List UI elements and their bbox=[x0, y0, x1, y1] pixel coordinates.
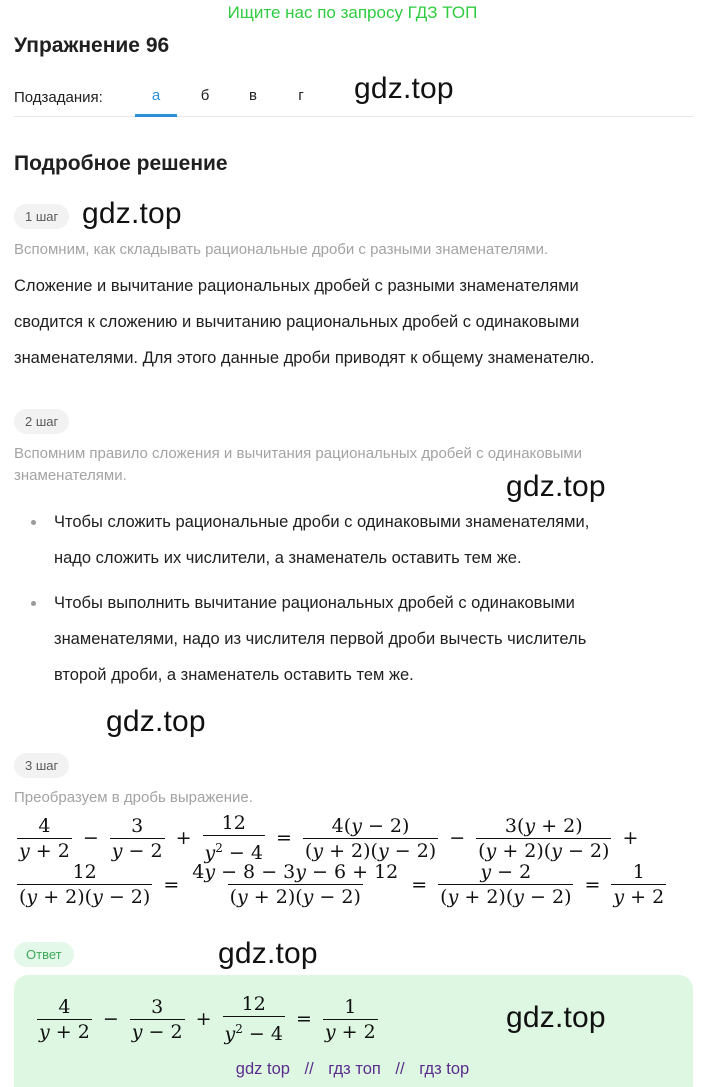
fraction: $\frac{1}{y + 2}$ bbox=[324, 995, 376, 1043]
bullet-line: знаменателями, надо из числителя первой дроби вычесть числитель bbox=[54, 630, 587, 648]
watermark: gdz.top bbox=[354, 72, 454, 105]
bullet-item bbox=[54, 504, 684, 576]
answer-badge: Ответ bbox=[14, 942, 74, 967]
footer-links bbox=[0, 1060, 705, 1079]
fraction: $\frac{3}{y - 2}$ bbox=[111, 814, 163, 862]
step-badge-1: 1 шаг bbox=[14, 204, 69, 229]
fraction: $\frac{1}{y + 2}$ bbox=[613, 861, 665, 908]
footer-link[interactable]: gdz top bbox=[235, 1060, 290, 1078]
solution-formula-line-1: $\frac{4}{y + 2}$ − $\frac{3}{y - 2}$ + $\frac{12}{y^2 - 4}$ = $\frac{4(y - 2)}{(y + 2)(y - 2)}$ − $\frac{3(y + 2)}{(y + 2)(y - 2)}$ + bbox=[19, 812, 639, 864]
bullet-item bbox=[54, 585, 684, 693]
text-line: сводится к сложению и вычитанию рациональных дробей с одинаковыми bbox=[14, 313, 580, 331]
bullet-dot bbox=[31, 601, 36, 606]
footer-link[interactable]: гдз топ bbox=[328, 1060, 381, 1078]
bullet-line: надо сложить их числители, а знаменатель оставить тем же. bbox=[54, 549, 522, 567]
subtask-tab-a[interactable]: а bbox=[135, 84, 177, 117]
bullet-line: Чтобы сложить рациональные дроби с одинаковыми знаменателями, bbox=[54, 513, 590, 531]
subtask-tab-g[interactable]: г bbox=[298, 87, 304, 104]
answer-formula: $\frac{4}{y + 2}$ − $\frac{3}{y - 2}$ + $\frac{12}{y^2 - 4}$ = $\frac{1}{y + 2}$ bbox=[39, 993, 376, 1045]
step-hint-3: Преобразуем в дробь выражение. bbox=[14, 789, 253, 806]
watermark: gdz.top bbox=[106, 705, 206, 738]
subtask-tab-b[interactable]: б bbox=[200, 87, 210, 104]
step-hint-1: Вспомним, как складывать рациональные дроби с разными знаменателями. bbox=[14, 241, 549, 258]
promo-banner[interactable]: Ищите нас по запросу ГДЗ ТОП bbox=[227, 3, 478, 22]
subtasks-label: Подзадания: bbox=[14, 89, 103, 106]
step-badge-3: 3 шаг bbox=[14, 753, 69, 778]
watermark: gdz.top bbox=[506, 1001, 606, 1034]
step-badge-2: 2 шаг bbox=[14, 409, 69, 434]
step-text-1 bbox=[14, 268, 684, 376]
watermark: gdz.top bbox=[218, 937, 318, 970]
watermark: gdz.top bbox=[82, 197, 182, 230]
fraction: $\frac{3}{y - 2}$ bbox=[131, 995, 183, 1043]
fraction: $\frac{y - 2}{(y + 2)(y - 2)}$ bbox=[440, 861, 572, 908]
section-title: Подробное решение bbox=[14, 152, 228, 175]
footer-separator: // bbox=[395, 1060, 405, 1078]
text-line: Сложение и вычитание рациональных дробей с разными знаменателями bbox=[14, 277, 579, 295]
hint-line: Вспомним правило сложения и вычитания рациональных дробей с одинаковыми bbox=[14, 445, 583, 462]
fraction: $\frac{12}{y^2 - 4}$ bbox=[204, 812, 263, 864]
text-line: знаменателями. Для этого данные дроби приводят к общему знаменателю. bbox=[14, 349, 595, 367]
fraction: $\frac{4(y - 2)}{(y + 2)(y - 2)}$ bbox=[304, 814, 437, 862]
watermark: gdz.top bbox=[506, 470, 606, 503]
exercise-title: Упражнение 96 bbox=[14, 34, 170, 57]
bullet-line: Чтобы выполнить вычитание рациональных дробей с одинаковыми bbox=[54, 594, 575, 612]
footer-link[interactable]: гдз top bbox=[419, 1060, 470, 1078]
bullet-line: второй дроби, а знаменатель оставить тем же. bbox=[54, 666, 414, 684]
footer-separator: // bbox=[304, 1060, 314, 1078]
bullet-dot bbox=[31, 520, 36, 525]
fraction: $\frac{4y - 8 - 3y - 6 + 12}{(y + 2)(y - 2)}$ bbox=[192, 861, 399, 908]
fraction: $\frac{4}{y + 2}$ bbox=[39, 995, 90, 1043]
solution-formula-line-2: $\frac{12}{(y + 2)(y - 2)}$ = $\frac{4y - 8 - 3y - 6 + 12}{(y + 2)(y - 2)}$ = $\frac{y - 2}{(y + 2)(y - 2)}$ = $\frac{1}{y + 2}$ bbox=[19, 861, 665, 908]
fraction: $\frac{12}{y^2 - 4}$ bbox=[224, 993, 283, 1045]
subtask-tab-v[interactable]: в bbox=[249, 87, 257, 104]
hint-line: знаменателями. bbox=[14, 467, 127, 484]
fraction: $\frac{3(y + 2)}{(y + 2)(y - 2)}$ bbox=[478, 814, 610, 862]
fraction: $\frac{12}{(y + 2)(y - 2)}$ bbox=[19, 861, 151, 908]
fraction: $\frac{4}{y + 2}$ bbox=[19, 814, 70, 862]
